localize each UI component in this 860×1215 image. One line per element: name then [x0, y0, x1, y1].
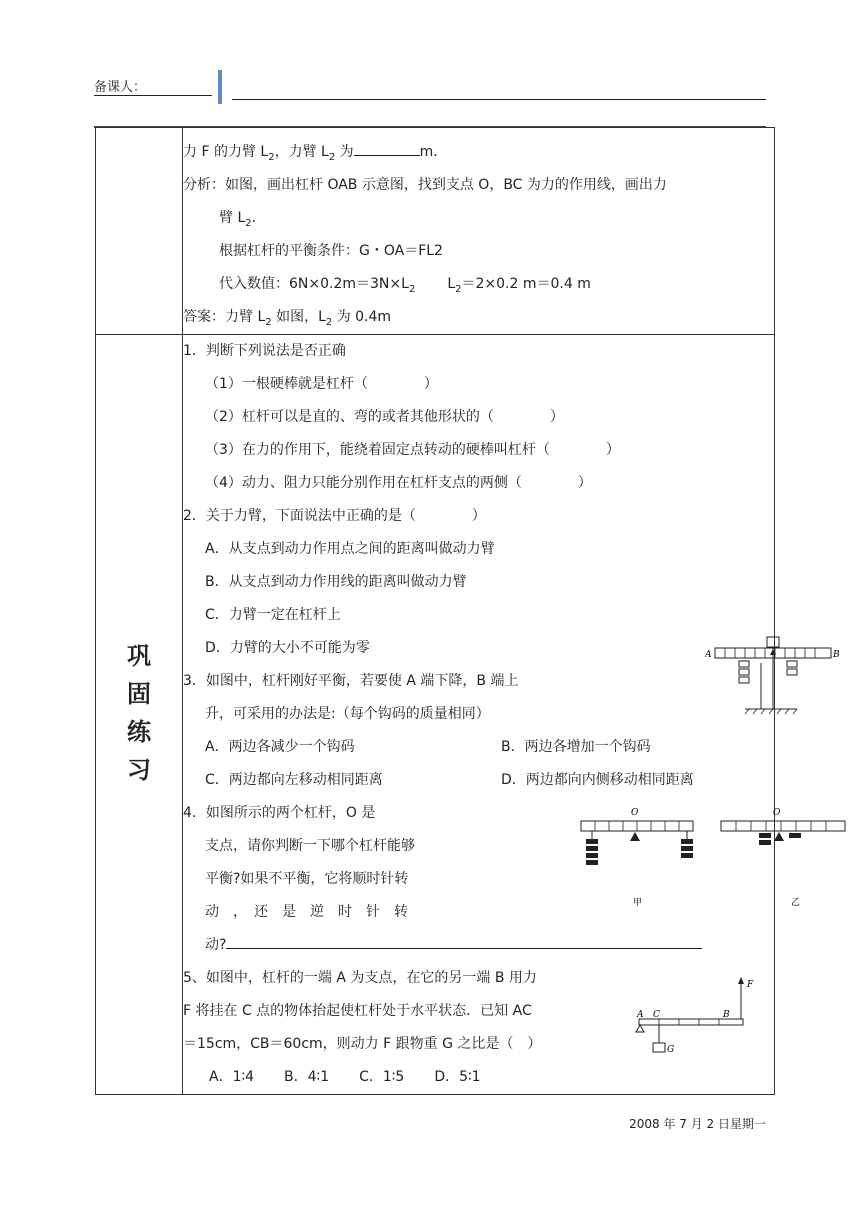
q1-item-1: （1）一根硬棒就是杠杆（ ） — [205, 376, 438, 392]
q4-answer-blank[interactable] — [226, 934, 702, 949]
prev-line-1: 力 F 的力臂 $L_2$，力臂 $L_2$ 为 m． — [183, 136, 774, 169]
figure-label-f: F — [747, 980, 754, 990]
q1-item-4: （4）动力、阻力只能分别作用在杠杆支点的两侧（ ） — [205, 475, 592, 491]
analysis-line-2: 臂 $L_2$． — [219, 210, 266, 229]
q4-line-5: 动? — [183, 929, 774, 962]
header-accent-bar — [218, 70, 222, 104]
q5-line-3: ＝15cm，CB＝60cm，则动力 F 跟物重 G 之比是（ ） — [183, 1036, 542, 1052]
q1-item-2: （2）杠杆可以是直的、弯的或者其他形状的（ ） — [205, 409, 564, 425]
answer-blank[interactable] — [354, 141, 420, 156]
figure-label-a5: A — [637, 1010, 644, 1020]
q2-option-d: D．力臂的大小不可能为零 — [205, 640, 370, 656]
figure-label-c: C — [653, 1010, 660, 1020]
table-row — [96, 335, 775, 1095]
q4-line-3: 平衡?如果不平衡，它将顺时针转 — [205, 871, 409, 887]
footer-date: 2008 年 7 月 2 日星期一 — [629, 1117, 766, 1131]
q2-stem: 2．关于力臂，下面说法中正确的是（ ） — [183, 508, 486, 524]
analysis-line-1: 分析：如图，画出杠杆 OAB 示意图，找到支点 O，BC 为力的作用线，画出力 — [183, 177, 667, 193]
q5-line-2: F 将挂在 C 点的物体抬起使杠杆处于水平状态．已知 AC — [183, 1003, 532, 1019]
q4-line-4: 动 ， 还 是 逆 时 针 转 — [205, 904, 408, 920]
exercise-cell — [183, 335, 840, 1095]
figure-label-g: G — [667, 1045, 675, 1055]
q5-lever-figure — [631, 975, 761, 1067]
section-label: 巩固练习 — [127, 642, 151, 784]
q4-levers-figure — [577, 805, 857, 915]
figure-label-b5: B — [723, 1010, 730, 1020]
q3-line-1: 3．如图中，杠杆刚好平衡，若要使 A 端下降，B 端上 — [183, 673, 519, 689]
figure-label-a: A — [705, 650, 712, 660]
lesson-table — [95, 127, 840, 1095]
figure-label-b: B — [833, 650, 840, 660]
figure-label-o1: O — [631, 808, 639, 818]
q1-item-3: （3）在力的作用下，能绕着固定点转动的硬棒叫杠杆（ ） — [205, 442, 620, 458]
q4-line-1: 4．如图所示的两个杠杆，O 是 — [183, 805, 376, 821]
q2-option-a: A．从支点到动力作用点之间的距离叫做动力臂 — [205, 541, 495, 557]
q5-options: A．1∶4 B．4∶1 C．1∶5 D．5∶1 — [209, 1069, 481, 1085]
figure-label-o2: O — [773, 808, 781, 818]
q5-line-1: 5、如图中，杠杆的一端 A 为支点，在它的另一端 B 用力 — [183, 970, 537, 986]
q3-options-ab: A．两边各减少一个钩码 B．两边各增加一个钩码 — [205, 739, 651, 755]
header-title-line — [232, 99, 766, 100]
header-preparer-label: 备课人： — [94, 80, 147, 95]
figure-label-yi: 乙 — [791, 898, 801, 908]
q2-option-b: B．从支点到动力作用线的距离叫做动力臂 — [205, 574, 467, 590]
table-row — [96, 128, 775, 335]
q3-lever-figure — [705, 635, 845, 715]
left-cell-empty — [96, 128, 183, 335]
balance-condition: 根据杠杆的平衡条件：G・OA＝FL2 — [219, 243, 443, 259]
answer-line: 答案：力臂 $L_2$ 如图，$L_2$ 为 0.4m — [183, 309, 392, 328]
q3-line-2: 升，可采用的办法是:（每个钩码的质量相同） — [205, 706, 490, 722]
q2-option-c: C．力臂一定在杠杆上 — [205, 607, 341, 623]
q3-options-cd: C．两边都向左移动相同距离 D．两边都向内侧移动相同距离 — [205, 772, 694, 788]
q1-stem: 1．判断下列说法是否正确 — [183, 343, 346, 359]
figure-label-jia: 甲 — [633, 898, 643, 908]
q4-line-2: 支点，请你判断一下哪个杠杆能够 — [205, 838, 415, 854]
substitution-line: 代入数值：$6N\times 0.2m=3N\times L_2$ $L_2=2\times 0.2$ m＝0.4 m — [219, 276, 591, 295]
section-label-cell — [96, 335, 183, 1095]
header-preparer-line — [94, 95, 212, 96]
prev-section-cell — [183, 128, 775, 335]
